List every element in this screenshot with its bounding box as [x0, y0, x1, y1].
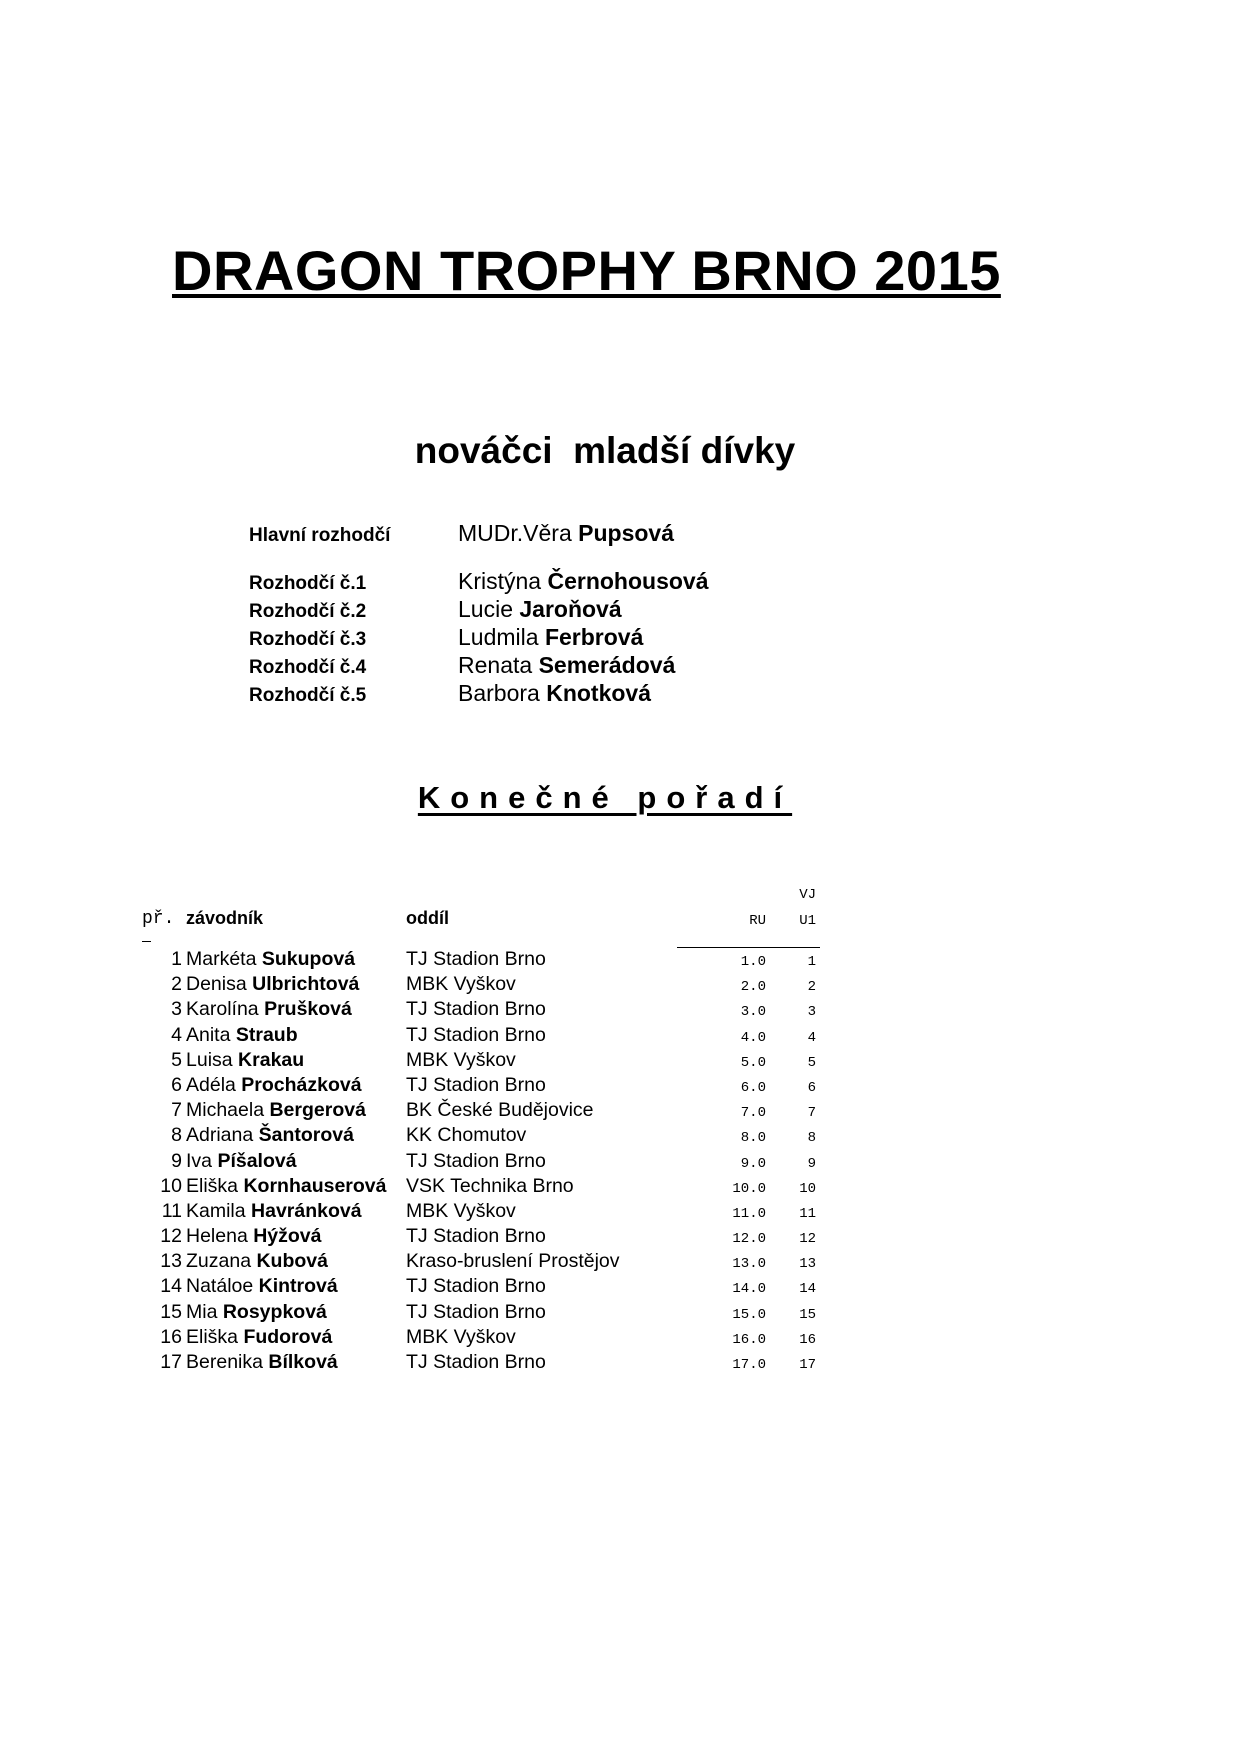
cell-first-name: Natáloe — [186, 1275, 254, 1298]
cell-rank: 13 — [160, 1250, 182, 1273]
cell-club: BK České Budějovice — [406, 1099, 594, 1122]
table-row — [140, 1175, 820, 1200]
cell-first-name: Adriana — [186, 1124, 254, 1147]
cell-first-name: Anita — [186, 1023, 231, 1046]
cell-ru: 6.0 — [740, 1079, 766, 1096]
cell-u1: 12 — [799, 1231, 816, 1248]
cell-rank: 10 — [160, 1174, 182, 1197]
cell-rank: 2 — [171, 973, 182, 996]
cell-club: TJ Stadion Brno — [406, 948, 546, 970]
cell-u1: 6 — [807, 1079, 816, 1096]
table-row — [140, 1351, 820, 1376]
cell-ru: 13.0 — [732, 1256, 766, 1273]
cell-name — [186, 973, 359, 996]
cell-ru: 12.0 — [732, 1231, 766, 1248]
cell-last-name: Sukupová — [261, 948, 356, 970]
cell-name — [186, 1326, 332, 1349]
header-u1: U1 — [799, 913, 816, 929]
cell-ru: 7.0 — [740, 1105, 766, 1122]
cell-club: TJ Stadion Brno — [406, 1225, 546, 1248]
cell-first-name: Eliška — [186, 1325, 239, 1348]
judge-first-name: Kristýna — [458, 568, 542, 594]
cell-last-name: Procházková — [241, 1073, 362, 1096]
judge-last-name: Pupsová — [578, 520, 675, 546]
cell-last-name: Straub — [235, 1023, 298, 1046]
cell-ru: 4.0 — [740, 1029, 766, 1046]
judge-row — [249, 624, 709, 652]
ranking-heading — [0, 780, 1210, 816]
cell-rank: 1 — [171, 948, 182, 970]
cell-ru: 2.0 — [740, 979, 766, 996]
cell-name — [186, 1124, 354, 1147]
judge-last-name: Semerádová — [538, 652, 676, 678]
cell-club: MBK Vyškov — [406, 1199, 516, 1222]
cell-u1: 11 — [799, 1205, 816, 1222]
cell-name — [186, 1301, 327, 1324]
cell-rank: 6 — [171, 1073, 182, 1096]
cell-first-name: Adéla — [186, 1073, 236, 1096]
judge-role: Rozhodčí č.1 — [249, 573, 367, 594]
judge-role: Rozhodčí č.4 — [249, 657, 367, 678]
judge-row-chief — [249, 520, 709, 548]
cell-first-name: Mia — [186, 1300, 218, 1323]
cell-ru: 17.0 — [732, 1357, 766, 1373]
cell-club: TJ Stadion Brno — [406, 1023, 546, 1046]
cell-first-name: Iva — [186, 1149, 213, 1172]
cell-ru: 9.0 — [740, 1155, 766, 1172]
table-body — [140, 948, 820, 1376]
cell-rank: 16 — [160, 1325, 182, 1348]
cell-club: KK Chomutov — [406, 1124, 527, 1147]
cell-name — [186, 948, 355, 971]
cell-first-name: Berenika — [186, 1351, 263, 1373]
cell-first-name: Eliška — [186, 1174, 239, 1197]
table-row — [140, 1099, 820, 1124]
cell-rank: 4 — [171, 1023, 182, 1046]
page-title: DRAGON TROPHY BRNO 2015 — [172, 239, 1001, 302]
cell-u1: 7 — [807, 1105, 816, 1122]
judge-role: Rozhodčí č.2 — [249, 601, 367, 622]
cell-rank: 12 — [160, 1225, 182, 1248]
ranking-heading-text: Konečné pořadí — [417, 780, 793, 815]
cell-first-name: Zuzana — [186, 1250, 252, 1273]
cell-last-name: Hýžová — [253, 1225, 322, 1248]
cell-rank: 9 — [171, 1149, 182, 1172]
judge-row — [249, 568, 709, 596]
cell-club: TJ Stadion Brno — [406, 1275, 546, 1298]
judge-last-name: Ferbrová — [544, 624, 644, 650]
cell-u1: 17 — [799, 1357, 816, 1373]
cell-club: TJ Stadion Brno — [406, 1149, 546, 1172]
judges-panel — [249, 520, 709, 708]
cell-rank: 7 — [171, 1099, 182, 1122]
table-row — [140, 1150, 820, 1175]
cell-name — [186, 998, 352, 1021]
cell-u1: 16 — [799, 1331, 816, 1348]
cell-club: TJ Stadion Brno — [406, 1351, 546, 1373]
judge-name — [458, 624, 643, 651]
cell-club: TJ Stadion Brno — [406, 998, 546, 1021]
cell-u1: 14 — [799, 1281, 816, 1298]
judge-last-name: Jaroňová — [519, 596, 622, 622]
judge-name — [458, 520, 674, 547]
judge-row — [249, 680, 709, 708]
cell-last-name: Krakau — [238, 1048, 305, 1071]
cell-first-name: Markéta — [186, 948, 257, 970]
judge-name — [458, 596, 622, 623]
header-club: oddíl — [406, 908, 449, 928]
judge-first-name: Barbora — [458, 680, 540, 706]
judge-last-name: Knotková — [546, 680, 652, 706]
judge-row — [249, 596, 709, 624]
table-header — [140, 885, 820, 935]
header-ru: RU — [749, 913, 766, 929]
cell-name — [186, 1024, 298, 1047]
cell-club: Kraso-bruslení Prostějov — [406, 1250, 620, 1273]
table-row — [140, 1024, 820, 1049]
cell-name — [186, 1074, 362, 1097]
category-heading: nováčci mladší dívky — [414, 430, 796, 471]
table-row — [140, 948, 820, 973]
cell-u1: 10 — [799, 1180, 816, 1197]
header-rank: př. — [142, 909, 175, 929]
header-vj: VJ — [799, 887, 816, 903]
table-row — [140, 1301, 820, 1326]
cell-club: MBK Vyškov — [406, 1048, 516, 1071]
cell-rank: 15 — [160, 1300, 182, 1323]
cell-u1: 4 — [807, 1029, 816, 1046]
cell-u1: 8 — [807, 1130, 816, 1147]
cell-ru: 5.0 — [740, 1054, 766, 1071]
cell-last-name: Havránková — [251, 1199, 362, 1222]
cell-first-name: Helena — [186, 1225, 248, 1248]
table-row — [140, 973, 820, 998]
cell-name — [186, 1351, 338, 1374]
table-row — [140, 1074, 820, 1099]
judge-last-name: Černohousová — [547, 568, 709, 594]
cell-rank: 17 — [160, 1351, 182, 1373]
judge-name — [458, 680, 651, 707]
cell-rank: 5 — [171, 1048, 182, 1071]
cell-club: TJ Stadion Brno — [406, 1073, 546, 1096]
table-row — [140, 1124, 820, 1149]
judge-role: Hlavní rozhodčí — [249, 525, 391, 546]
cell-ru: 11.0 — [732, 1205, 766, 1222]
cell-last-name: Bílková — [268, 1351, 338, 1373]
cell-last-name: Bergerová — [269, 1099, 366, 1122]
cell-club: MBK Vyškov — [406, 1325, 516, 1348]
cell-first-name: Michaela — [186, 1099, 265, 1122]
cell-last-name: Ulbrichtová — [252, 973, 360, 996]
cell-club: MBK Vyškov — [406, 973, 516, 996]
cell-name — [186, 1150, 297, 1173]
cell-u1: 13 — [799, 1256, 816, 1273]
header-dash — [142, 941, 151, 942]
judge-first-name: Lucie — [458, 596, 513, 622]
cell-ru: 8.0 — [740, 1130, 766, 1147]
cell-club: VSK Technika Brno — [406, 1174, 574, 1197]
cell-ru: 15.0 — [732, 1306, 766, 1323]
cell-ru: 3.0 — [740, 1004, 766, 1021]
table-row — [140, 1326, 820, 1351]
cell-first-name: Denisa — [186, 973, 247, 996]
cell-name — [186, 1049, 304, 1072]
cell-ru: 16.0 — [732, 1331, 766, 1348]
cell-last-name: Píšalová — [217, 1149, 297, 1172]
cell-rank: 3 — [171, 998, 182, 1021]
table-row — [140, 1275, 820, 1300]
judge-first-name: MUDr.Věra — [458, 520, 572, 546]
table-row — [140, 1049, 820, 1074]
cell-u1: 9 — [807, 1155, 816, 1172]
cell-u1: 5 — [807, 1054, 816, 1071]
cell-name — [186, 1200, 362, 1223]
cell-last-name: Rosypková — [222, 1300, 327, 1323]
judge-name — [458, 568, 709, 595]
cell-first-name: Kamila — [186, 1199, 246, 1222]
cell-rank: 14 — [160, 1275, 182, 1298]
cell-ru: 1.0 — [740, 954, 766, 970]
cell-last-name: Kornhauserová — [243, 1174, 387, 1197]
cell-last-name: Fudorová — [243, 1325, 333, 1348]
cell-last-name: Kintrová — [258, 1275, 338, 1298]
cell-ru: 14.0 — [732, 1281, 766, 1298]
judge-role: Rozhodčí č.3 — [249, 629, 367, 650]
cell-ru: 10.0 — [732, 1180, 766, 1197]
cell-last-name: Kubová — [256, 1250, 328, 1273]
judge-role: Rozhodčí č.5 — [249, 685, 367, 706]
cell-last-name: Šantorová — [258, 1124, 354, 1147]
cell-first-name: Karolína — [186, 998, 259, 1021]
cell-u1: 15 — [799, 1306, 816, 1323]
table-row — [140, 1200, 820, 1225]
cell-last-name: Prušková — [264, 998, 352, 1021]
cell-u1: 1 — [807, 954, 816, 970]
cell-name — [186, 1175, 387, 1198]
table-row — [140, 998, 820, 1023]
cell-first-name: Luisa — [186, 1048, 233, 1071]
judge-row — [249, 652, 709, 680]
cell-name — [186, 1250, 328, 1273]
cell-rank: 8 — [171, 1124, 182, 1147]
cell-u1: 2 — [807, 979, 816, 996]
table-row — [140, 1250, 820, 1275]
judge-name — [458, 652, 675, 679]
judge-first-name: Renata — [458, 652, 533, 678]
header-name: závodník — [186, 908, 264, 928]
cell-rank: 11 — [161, 1199, 182, 1222]
cell-u1: 3 — [807, 1004, 816, 1021]
results-table — [140, 885, 820, 1373]
table-row — [140, 1225, 820, 1250]
cell-name — [186, 1225, 322, 1248]
cell-name — [186, 1275, 338, 1298]
judge-first-name: Ludmila — [458, 624, 539, 650]
cell-club: TJ Stadion Brno — [406, 1300, 546, 1323]
cell-name — [186, 1099, 366, 1122]
